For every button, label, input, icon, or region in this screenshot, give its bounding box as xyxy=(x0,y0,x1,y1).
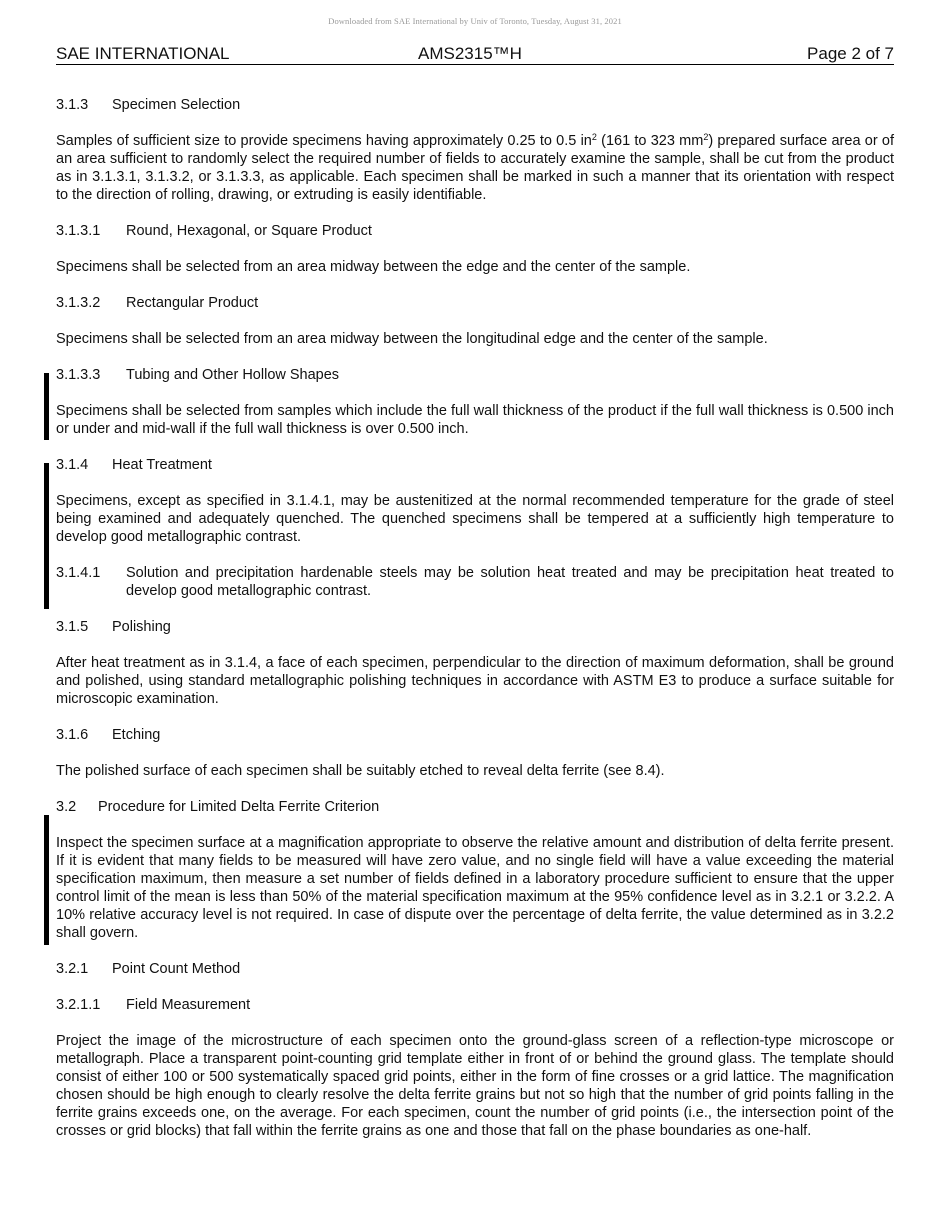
paragraph: Inspect the specimen surface at a magnification appropriate to observe the relative amount and distribution of delta ferrite present. If it is evident that many fields to be measured will have zero value, and no single field will have a value exceeding the material specification maximum, then measure a set number of fields defined in a laboratory procedure sufficient to ensure that the upper control limit of the mean is less than 50% of the material specification maximum at the 95% confidence level as in 3.2.1 or 3.2.2. A 10% relative accuracy level is not required. In case of dispute over the percentage of delta ferrite, the value determined as in 3.2.2 shall govern. xyxy=(56,835,894,941)
section-number: 3.1.3.1 xyxy=(56,223,101,239)
section-heading xyxy=(56,222,894,240)
section-heading xyxy=(56,798,894,816)
header-page-number: Page 2 of 7 xyxy=(807,44,894,63)
section-title: Field Measurement xyxy=(126,997,251,1013)
section-number: 3.1.3 xyxy=(56,97,89,113)
section-title: Point Count Method xyxy=(112,961,241,977)
header-document-number: AMS2315™H xyxy=(418,44,522,63)
section-heading xyxy=(56,618,894,636)
paragraph: The polished surface of each specimen shall be suitably etched to reveal delta ferrite (see 8.4). xyxy=(56,763,665,779)
change-bar xyxy=(44,373,49,440)
section-number: 3.1.3.2 xyxy=(56,295,101,311)
section-heading xyxy=(56,294,894,312)
section-number: 3.1.6 xyxy=(56,727,89,743)
section-number: 3.1.4.1 xyxy=(56,565,101,581)
section-number: 3.1.3.3 xyxy=(56,367,101,383)
section-title: Rectangular Product xyxy=(126,295,259,311)
change-bar xyxy=(44,815,49,945)
section-heading xyxy=(56,456,894,474)
paragraph: Specimens shall be selected from an area midway between the edge and the center of the sample. xyxy=(56,259,691,275)
numbered-paragraph xyxy=(56,564,894,600)
section-number: 3.2.1.1 xyxy=(56,997,101,1013)
section-title: Round, Hexagonal, or Square Product xyxy=(126,223,372,239)
paragraph: Specimens shall be selected from an area midway between the longitudinal edge and the center of the sample. xyxy=(56,331,768,347)
section-title: Specimen Selection xyxy=(112,97,241,113)
section-number: 3.2 xyxy=(56,799,77,815)
document-body xyxy=(56,96,894,1158)
paragraph-text: Solution and precipitation hardenable steels may be solution heat treated and may be precipitation heat treated to develop good metallographic contrast. xyxy=(126,565,894,599)
paragraph: Project the image of the microstructure of each specimen onto the ground-glass screen of a reflection-type microscope or metallograph. Place a transparent point-counting grid template either in front of or behind the ground glass. The template should consist of either 100 or 500 systematically spaced grid points, either in the form of fine crosses or a grid lattice. The magnification chosen should be high enough to clearly resolve the delta ferrite grains but not so high that the number of grid points falling in the ferrite grains exceeds one, on the average. For each specimen, count the number of grid points (i.e., the intersection point of the crosses or grid blocks) that fall within the ferrite grains as one and those that fall on the phase boundaries as one-half. xyxy=(56,1033,894,1139)
paragraph: Specimens shall be selected from samples which include the full wall thickness of the product if the full wall thickness is 0.500 inch or under and mid-wall if the full wall thickness is over 0.500 inch. xyxy=(56,403,894,437)
section-title: Heat Treatment xyxy=(112,457,212,473)
section-number: 3.1.5 xyxy=(56,619,89,635)
section-heading xyxy=(56,366,894,384)
header-organization: SAE INTERNATIONAL xyxy=(56,44,230,63)
paragraph: Samples of sufficient size to provide specimens having approximately 0.25 to 0.5 $in^2$ (161 to 323 $mm^2$) prepared surface area or of an area sufficient to randomly select the required number of fields to accurately examine the sample, shall be cut from the product as in 3.1.3.1, 3.1.3.2, or 3.1.3.3, as applicable. Each specimen shall be marked in such a manner that its orientation with respect to the direction of rolling, drawing, or extruding is easily identifiable. xyxy=(56,132,894,203)
paragraph: After heat treatment as in 3.1.4, a face of each specimen, perpendicular to the direction of maximum deformation, shall be ground and polished, using standard metallographic polishing techniques in accordance with ASTM E3 to produce a surface suitable for microscopic examination. xyxy=(56,655,894,707)
download-notice: Downloaded from SAE International by Univ of Toronto, Tuesday, August 31, 2021 xyxy=(328,16,622,26)
section-title: Procedure for Limited Delta Ferrite Criterion xyxy=(98,799,380,815)
section-heading xyxy=(56,996,894,1014)
change-bar xyxy=(44,463,49,609)
section-number: 3.1.4 xyxy=(56,457,89,473)
section-title: Tubing and Other Hollow Shapes xyxy=(126,367,340,383)
section-heading xyxy=(56,960,894,978)
section-heading xyxy=(56,726,894,744)
section-title: Etching xyxy=(112,727,161,743)
section-title: Polishing xyxy=(112,619,171,635)
section-number: 3.2.1 xyxy=(56,961,89,977)
section-heading xyxy=(56,96,894,114)
paragraph: Specimens, except as specified in 3.1.4.1, may be austenitized at the normal recommended temperature for the grade of steel being examined and adequately quenched. The quenched specimens shall be tempered at a sufficiently high temperature to develop good metallographic contrast. xyxy=(56,493,894,545)
page-header xyxy=(56,44,894,65)
